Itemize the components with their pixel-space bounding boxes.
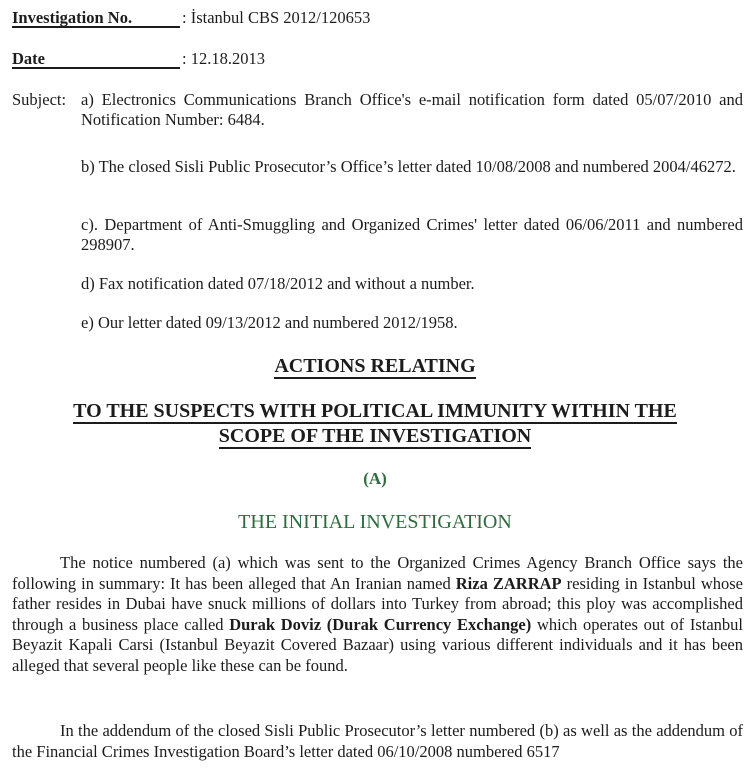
date-row bbox=[12, 49, 265, 69]
section-title: THE INITIAL INVESTIGATION bbox=[238, 511, 512, 533]
subject-item-e: e) Our letter dated 09/13/2012 and numbered 2012/1958. bbox=[81, 313, 458, 332]
business-name: Durak Doviz (Durak Currency Exchange) bbox=[229, 614, 532, 634]
subject-item-a: a) Electronics Communications Branch Office's e-mail notification form dated 05/07/2010 and Notification Number: 6484. bbox=[81, 90, 743, 129]
heading-line-3: SCOPE OF THE INVESTIGATION bbox=[218, 425, 532, 447]
paragraph-addendum: In the addendum of the closed Sisli Public Prosecutor’s letter numbered (b) as well as the addendum of the Financial Crimes Investigation Board’s letter dated 06/10/2008 numbered 6517 bbox=[12, 721, 743, 761]
investigation-number-value: : İstanbul CBS 2012/120653 bbox=[182, 8, 371, 27]
subject-item-c: c). Department of Anti-Smuggling and Organized Crimes' letter dated 06/06/2011 and numbered 298907. bbox=[81, 215, 743, 254]
paragraph-initial-notice bbox=[12, 553, 743, 676]
heading-scope bbox=[0, 425, 750, 448]
subject-label: Subject: bbox=[12, 90, 67, 109]
heading-line-2: TO THE SUSPECTS WITH POLITICAL IMMUNITY WITHIN THE bbox=[73, 400, 677, 422]
paragraph-text: The notice numbered (a) which was sent to the Organized Crimes Agency Branch Office says the following in summary: It has been alleged that An Iranian named bbox=[12, 553, 743, 593]
section-letter: (A) bbox=[363, 469, 387, 488]
investigation-number-row bbox=[12, 8, 370, 28]
investigation-number-label: Investigation No. bbox=[12, 9, 180, 28]
heading-actions-relating bbox=[0, 355, 750, 378]
suspect-name: Riza ZARRAP bbox=[455, 573, 562, 593]
date-label: Date bbox=[12, 50, 180, 69]
heading-line-1: ACTIONS RELATING bbox=[274, 355, 476, 377]
heading-suspects-immunity bbox=[0, 400, 750, 423]
subject-item-d: d) Fax notification dated 07/18/2012 and without a number. bbox=[81, 274, 475, 293]
paragraph-text: which operates out of Istanbul Beyazit Kapali Carsi (Istanbul Beyazit Covered Bazaar) using various different individuals and it has been alleged that several people like these can be found. bbox=[12, 614, 743, 675]
paragraph-text: residing in Istanbul whose father resides in Dubai have snuck millions of dollars into Turkey from abroad; this ploy was accomplished through a business place called bbox=[12, 573, 743, 634]
date-value: : 12.18.2013 bbox=[182, 49, 265, 68]
subject-item-b: b) The closed Sisli Public Prosecutor’s Office’s letter dated 10/08/2008 and numbered 2004/46272. bbox=[81, 157, 736, 176]
